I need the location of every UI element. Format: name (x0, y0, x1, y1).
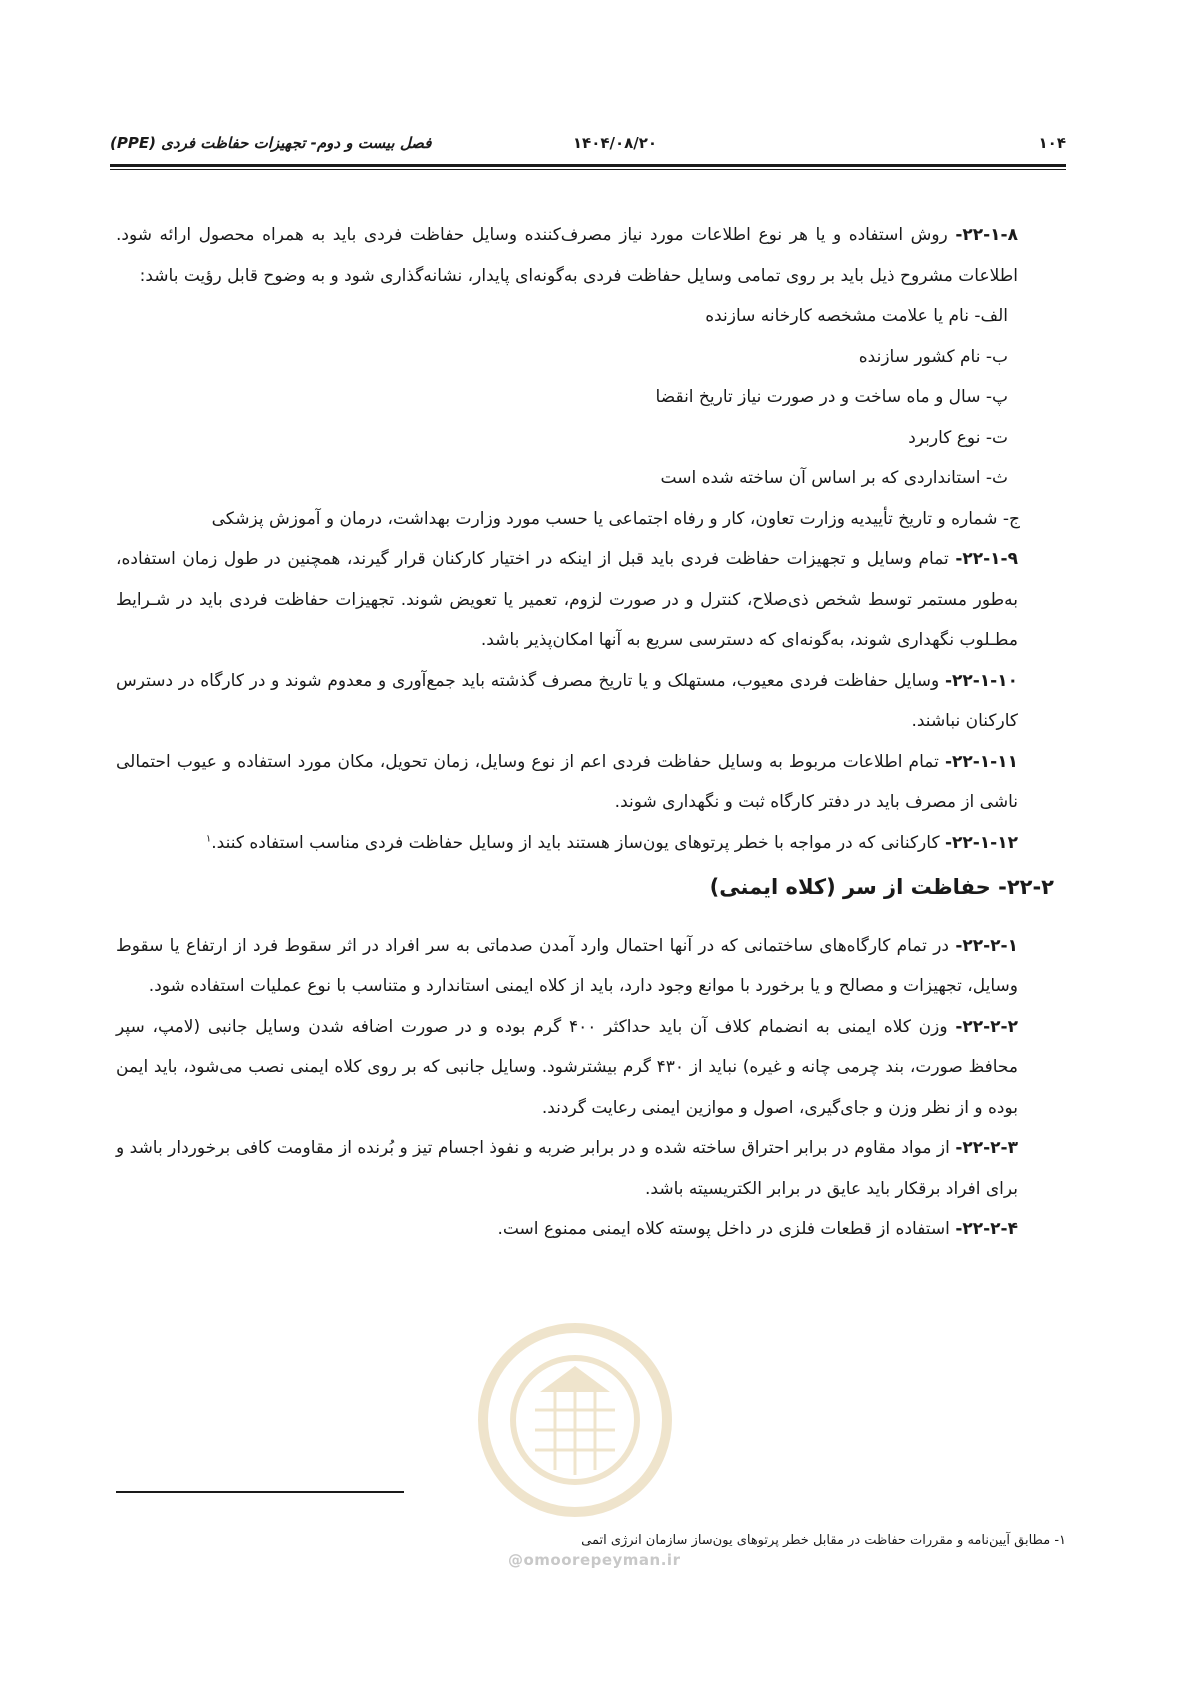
list-item: ت- نوع کاربرد (908, 427, 1008, 448)
clause-number: ۲۲-۱-۱۱- (944, 751, 1018, 772)
paragraph-22-2-4 (116, 1209, 1060, 1250)
clause-text: استفاده از قطعات فلزی در داخل پوسته کلاه ایمنی ممنوع است. (497, 1219, 956, 1239)
document-body (116, 215, 1060, 1250)
section-heading: ۲۲-۲- حفاظت از سر (کلاه ایمنی) (709, 875, 1054, 899)
clause-text: وسایل حفاظت فردی معیوب، مستهلک و یا تاریخ مصرف گذشته باید جمع‌آوری و معدوم شوند و در کارگاه در دسترس کارکنان نباشند. (116, 670, 1018, 731)
chapter-title: فصل بیست و دوم- تجهیزات حفاظت فردی (PPE) (110, 134, 432, 152)
footnote-rule (116, 1491, 404, 1493)
clause-text: تمام اطلاعات مربوط به وسایل حفاظت فردی اعم از نوع وسایل، زمان تحویل، مکان مورد استفاده و عیوب احتمالی ناشی از مصرف باید در دفتر کارگاه ثبت و نگهداری شوند. (116, 751, 1018, 812)
header-rule (110, 164, 1066, 167)
paragraph-22-1-12 (116, 823, 1060, 864)
header-date: ۱۴۰۴/۰۸/۲۰ (572, 134, 658, 152)
paragraph-22-2-3 (116, 1128, 1060, 1209)
clause-text: در تمام کارگاه‌های ساختمانی که در آنها احتمال وارد آمدن صدماتی به سر افراد در اثر سقوط فرد از ارتفاع یا سقوط وسایل، تجهیزات و مصالح و یا برخورد با موانع وجود دارد، باید از کلاه ایمنی استاندارد و متناسب با نوع عملیات استفاده شود. (116, 935, 1018, 996)
clause-text: روش استفاده و یا هر نوع اطلاعات مورد نیاز مصرف‌کننده وسایل حفاظت فردی باید به همراه محصول ارائه شود. اطلاعات مشروح ذیل باید بر روی تمامی وسایل حفاظت فردی به‌گونه‌ای پایدار، نشانه‌گذاری شود و به وضوح قابل رؤیت باشد: (116, 225, 1018, 286)
list-item: ب- نام کشور سازنده (858, 346, 1008, 367)
clause-text: از مواد مقاوم در برابر احتراق ساخته شده و در برابر ضربه و نفوذ اجسام تیز و بُرنده از مقاومت کافی برخوردار باشد و برای افراد برقکار باید عایق در برابر الکتریسیته باشد. (116, 1138, 1018, 1199)
footnote: ۱- مطابق آیین‌نامه و مقررات حفاظت در مقابل خطر پرتوهای یون‌ساز سازمان انرژی اتمی (581, 1533, 1066, 1548)
clause-text: تمام وسایل و تجهیزات حفاظت فردی باید قبل از اینکه در اختیار کارکنان قرار گیرند، همچنین در طول زمان استفاده، به‌طور مستمر توسط شخص ذی‌صلاح، کنترل و در صورت لزوم، تعمیر یا تعویض شوند. تجهیزات حفاظت فردی باید در شـرایط مطـلوب نگهداری شوند، به‌گونه‌ای که دسترسی سریع به آنها امکان‌پذیر باشد. (116, 549, 1018, 650)
clause-number: ۲۲-۲-۴- (955, 1219, 1018, 1239)
paragraph-22-1-10 (116, 661, 1060, 742)
list-item: الف- نام یا علامت مشخصه کارخانه سازنده (705, 306, 1008, 326)
watermark-site: @omoorepeyman.ir (508, 1551, 681, 1569)
footnote-reference[interactable]: ۱ (205, 832, 212, 844)
clause-number: ۲۲-۲-۱- (955, 935, 1018, 956)
page-number: ۱۰۴ (1038, 134, 1066, 152)
list-item: پ- سال و ماه ساخت و در صورت نیاز تاریخ انقضا (655, 387, 1008, 407)
paragraph-22-1-8 (116, 215, 1060, 296)
clause-number: ۲۲-۲-۲- (955, 1016, 1018, 1037)
header-rule-thin (110, 169, 1066, 170)
clause-text: وزن کلاه ایمنی به انضمام کلاف آن باید حداکثر ۴۰۰ گرم بوده و در صورت اضافه شدن وسایل جانبی (لامپ، سپر محافظ صورت، بند چرمی چانه و غیره) نباید از ۴۳۰ گرم بیشترشود. وسایل جانبی که بر روی کلاه ایمنی نصب می‌شود، باید ایمن بوده و از نظر وزن و جای‌گیری، اصول و موازین ایمنی رعایت گردند. (116, 1016, 1018, 1118)
clause-number: ۲۲-۱-۹- (955, 549, 1018, 569)
clause-text: کارکنانی که در مواجه با خطر پرتوهای یون‌ساز هستند باید از وسایل حفاظت فردی مناسب استفاده کنند. (211, 832, 945, 853)
clause-number: ۲۲-۱-۸- (955, 225, 1018, 245)
clause-number: ۲۲-۱-۱۲- (944, 832, 1018, 853)
clause-number: ۲۲-۲-۳- (955, 1138, 1018, 1158)
paragraph-22-1-9 (116, 539, 1060, 661)
paragraph-22-1-11 (116, 742, 1060, 823)
list-item: ث- استانداردی که بر اساس آن ساخته شده است (660, 468, 1008, 488)
paragraph-22-2-1 (116, 926, 1060, 1007)
list-item: ج- شماره و تاریخ تأییدیه وزارت تعاون، کار و رفاه اجتماعی یا حسب مورد وزارت بهداشت، درمان و آموزش پزشکی (211, 508, 1020, 529)
gear-seal-icon (470, 1300, 680, 1560)
paragraph-22-2-2 (116, 1007, 1060, 1129)
clause-number: ۲۲-۱-۱۰- (944, 670, 1018, 691)
page-header (110, 128, 1066, 158)
